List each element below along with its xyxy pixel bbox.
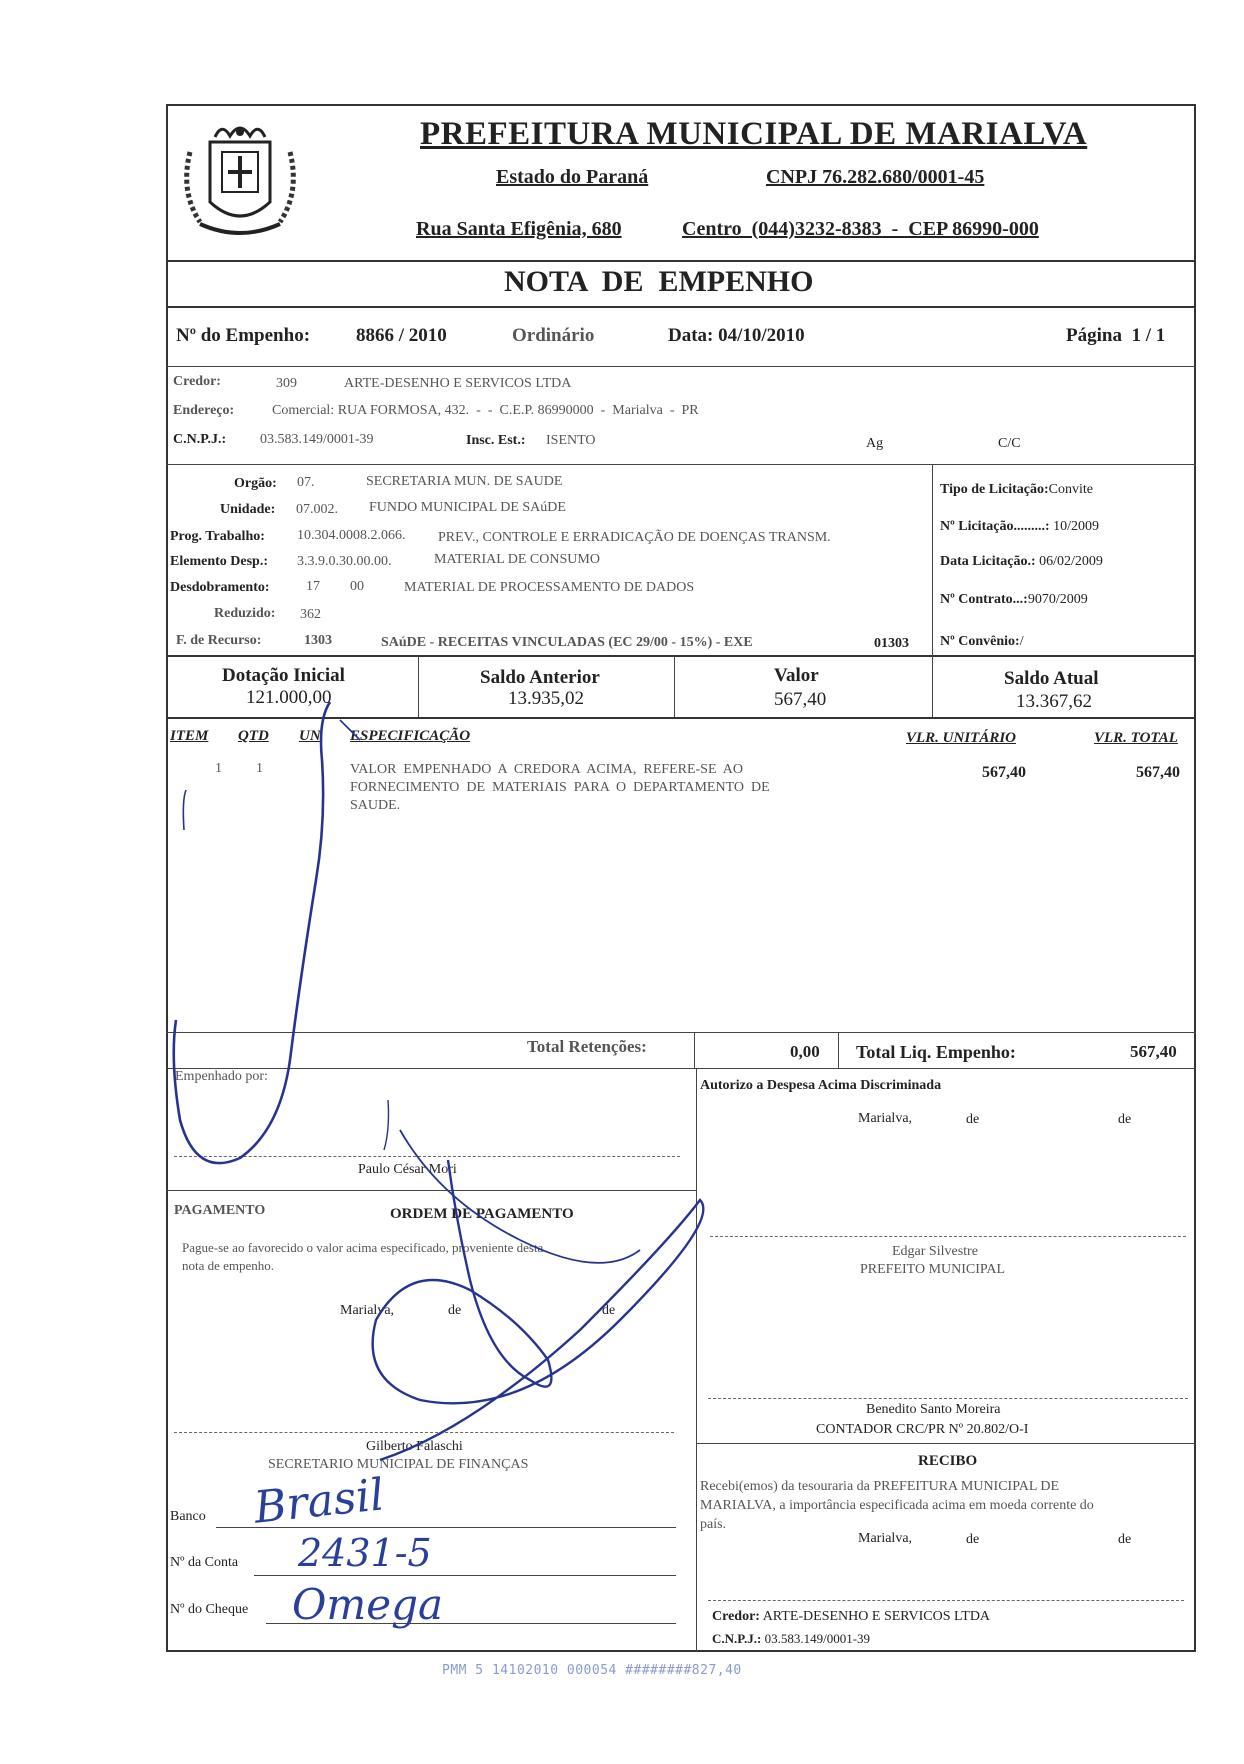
numero-contrato — [940, 593, 1088, 607]
prog-label: Prog. Trabalho: — [170, 529, 265, 544]
retencoes-value: 0,00 — [790, 1042, 820, 1061]
empenho-number: 8866 / 2010 — [356, 325, 447, 346]
conta-handwritten: 2431-5 — [298, 1531, 432, 1575]
elemento-label: Elemento Desp.: — [170, 554, 268, 569]
ag-label: Ag — [866, 436, 884, 451]
item-total-value: 567,40 — [1136, 764, 1180, 781]
desdobramento-name: MATERIAL DE PROCESSAMENTO DE DADOS — [404, 580, 695, 595]
col-valor-total: VLR. TOTAL — [1094, 730, 1178, 746]
numero-convenio-label: Nº Convênio: — [940, 634, 1020, 649]
recurso-number: 01303 — [874, 636, 909, 651]
data-licitacao-label: Data Licitação.: — [940, 554, 1036, 569]
saldo-anterior-value: 13.935,02 — [508, 688, 584, 709]
banco-handwritten: Brasil — [251, 1469, 387, 1534]
tipo-licitacao-value: Convite — [1048, 482, 1093, 497]
saldo-anterior-label: Saldo Anterior — [480, 667, 600, 688]
elemento-code: 3.3.9.0.30.00.00. — [297, 554, 392, 569]
recibo-line3: país. — [700, 1517, 727, 1532]
insc-label: Insc. Est.: — [466, 433, 526, 448]
reduzido-label: Reduzido: — [214, 606, 276, 621]
endereco-value: Comercial: RUA FORMOSA, 432. - - C.E.P. 86990000 - Marialva - PR — [272, 403, 699, 418]
credor-label: Credor: — [173, 374, 221, 389]
empenho-type: Ordinário — [512, 325, 595, 346]
recurso-code: 1303 — [304, 633, 332, 648]
dotacao-value: 121.000,00 — [246, 687, 332, 708]
tipo-licitacao-label: Tipo de Licitação: — [940, 482, 1049, 497]
pagamento-text-line1: Pague-se ao favorecido o valor acima especificado, proveniente desta — [182, 1240, 544, 1255]
elemento-name: MATERIAL DE CONSUMO — [434, 552, 600, 567]
numero-licitacao-value: 10/2009 — [1053, 519, 1099, 534]
recibo-title: RECIBO — [918, 1453, 978, 1469]
empenhado-name: Paulo César Mori — [358, 1162, 457, 1177]
recibo-line2: MARIALVA, a importância especificada acima em moeda corrente do — [700, 1498, 1094, 1513]
recibo-cnpj — [712, 1632, 870, 1645]
pagamento-de2: de — [602, 1303, 616, 1318]
cheque-handwritten: Omega — [292, 1580, 444, 1629]
conta-label: Nº da Conta — [170, 1555, 239, 1570]
ordem-pagamento: ORDEM DE PAGAMENTO — [390, 1206, 574, 1222]
numero-contrato-label: Nº Contrato...: — [940, 592, 1028, 607]
bank-stamp: PMM 5 14102010 000054 ########827,40 — [442, 1663, 742, 1678]
item-spec-line2: FORNECIMENTO DE MATERIAIS PARA O DEPARTAMENTO DE — [350, 780, 770, 795]
autorizo-label: Autorizo a Despesa Acima Discriminada — [700, 1078, 942, 1093]
pagamento-de1: de — [448, 1303, 462, 1318]
dotacao-label: Dotação Inicial — [222, 665, 345, 686]
insc-value: ISENTO — [546, 433, 596, 448]
col-especificacao: ESPECIFICAÇÃO — [350, 728, 471, 744]
retencoes-label: Total Retenções: — [527, 1037, 647, 1056]
numero-licitacao-label: Nº Licitação.........: — [940, 519, 1050, 534]
prefeito-name: Edgar Silvestre — [892, 1244, 978, 1259]
secretario-title: SECRETARIO MUNICIPAL DE FINANÇAS — [268, 1457, 529, 1472]
item-quantity: 1 — [256, 761, 263, 776]
prog-code: 10.304.0008.2.066. — [297, 528, 406, 543]
unidade-name: FUNDO MUNICIPAL DE SAúDE — [369, 500, 566, 515]
credor-name: ARTE-DESENHO E SERVICOS LTDA — [344, 376, 572, 391]
prog-name: PREV., CONTROLE E ERRADICAÇÃO DE DOENÇAS TRANSM. — [438, 530, 831, 545]
header-street: Rua Santa Efigênia, 680 — [416, 218, 622, 240]
coat-of-arms-emblem — [170, 112, 310, 252]
cheque-label: Nº do Cheque — [170, 1602, 249, 1617]
orgao-code: 07. — [297, 475, 315, 490]
cnpj-value: 03.583.149/0001-39 — [260, 432, 374, 447]
numero-licitacao — [940, 520, 1099, 534]
header-contact: Centro (044)3232-8383 - CEP 86990-000 — [682, 218, 1039, 240]
pagamento-text-line2: nota de empenho. — [182, 1258, 275, 1273]
col-valor-unitario: VLR. UNITÁRIO — [906, 730, 1017, 746]
item-spec-line1: VALOR EMPENHADO A CREDORA ACIMA, REFERE-SE AO — [350, 762, 743, 777]
liquido-value: 567,40 — [1130, 1042, 1177, 1061]
recibo-credor-label: Credor: — [712, 1609, 760, 1624]
liquido-label: Total Liq. Empenho: — [856, 1042, 1016, 1062]
pagamento-city: Marialva, — [340, 1303, 395, 1318]
recibo-city: Marialva, — [858, 1531, 913, 1546]
recibo-de1: de — [966, 1532, 980, 1547]
autorizo-city: Marialva, — [858, 1111, 913, 1126]
numero-convenio — [940, 635, 1024, 649]
valor-label: Valor — [774, 665, 819, 686]
empenhado-label: Empenhado por: — [175, 1069, 268, 1084]
cc-label: C/C — [998, 436, 1021, 451]
desdobramento-label: Desdobramento: — [170, 580, 270, 595]
autorizo-de1: de — [966, 1112, 980, 1127]
cnpj-label: C.N.P.J.: — [173, 432, 227, 447]
page-number: Página 1 / 1 — [1066, 325, 1166, 346]
header-state: Estado do Paraná — [496, 166, 649, 188]
numero-contrato-value: 9070/2009 — [1027, 592, 1088, 607]
numero-convenio-value: / — [1019, 634, 1024, 649]
data-licitacao — [940, 555, 1103, 569]
data-licitacao-value: 06/02/2009 — [1039, 554, 1103, 569]
recibo-de2: de — [1118, 1532, 1132, 1547]
autorizo-de2: de — [1118, 1112, 1132, 1127]
secretario-name: Gilberto Falaschi — [366, 1439, 463, 1454]
empenho-number-label: Nº do Empenho: — [176, 325, 311, 346]
recibo-credor — [712, 1610, 990, 1624]
doc-title: NOTA DE EMPENHO — [504, 265, 814, 298]
item-spec-line3: SAUDE. — [350, 798, 401, 813]
recibo-cnpj-label: C.N.P.J.: — [712, 1631, 762, 1646]
saldo-atual-label: Saldo Atual — [1004, 668, 1099, 689]
col-un: UN — [299, 728, 321, 744]
banco-label: Banco — [170, 1509, 206, 1524]
endereco-label: Endereço: — [173, 403, 235, 418]
recurso-label: F. de Recurso: — [176, 633, 262, 648]
col-qtd: QTD — [238, 728, 269, 744]
orgao-name: SECRETARIA MUN. DE SAUDE — [366, 474, 563, 489]
unidade-label: Unidade: — [220, 502, 276, 517]
item-number: 1 — [215, 761, 222, 776]
saldo-atual-value: 13.367,62 — [1016, 691, 1092, 712]
contador-title: CONTADOR CRC/PR Nº 20.802/O-I — [816, 1422, 1029, 1437]
valor-value: 567,40 — [774, 689, 827, 710]
pagamento-label: PAGAMENTO — [174, 1203, 266, 1218]
credor-code: 309 — [276, 376, 297, 391]
recibo-line1: Recebi(emos) da tesouraria da PREFEITURA MUNICIPAL DE — [700, 1479, 1060, 1494]
header-title: PREFEITURA MUNICIPAL DE MARIALVA — [420, 116, 1088, 152]
contador-name: Benedito Santo Moreira — [866, 1402, 1001, 1417]
tipo-licitacao — [940, 483, 1093, 497]
desdobramento-code1: 17 — [306, 579, 320, 594]
item-unit-value: 567,40 — [982, 764, 1026, 781]
orgao-label: Orgão: — [234, 476, 277, 491]
empenho-date: Data: 04/10/2010 — [668, 325, 805, 346]
prefeito-title: PREFEITO MUNICIPAL — [860, 1262, 1006, 1277]
recibo-credor-value: ARTE-DESENHO E SERVICOS LTDA — [762, 1609, 991, 1624]
unidade-code: 07.002. — [296, 502, 338, 517]
desdobramento-code2: 00 — [350, 579, 364, 594]
recibo-cnpj-value: 03.583.149/0001-39 — [764, 1631, 871, 1646]
reduzido-value: 362 — [300, 607, 321, 622]
col-item: ITEM — [170, 728, 209, 744]
recurso-name: SAúDE - RECEITAS VINCULADAS (EC 29/00 - 15%) - EXE — [381, 635, 753, 650]
header-cnpj: CNPJ 76.282.680/0001-45 — [766, 166, 985, 188]
